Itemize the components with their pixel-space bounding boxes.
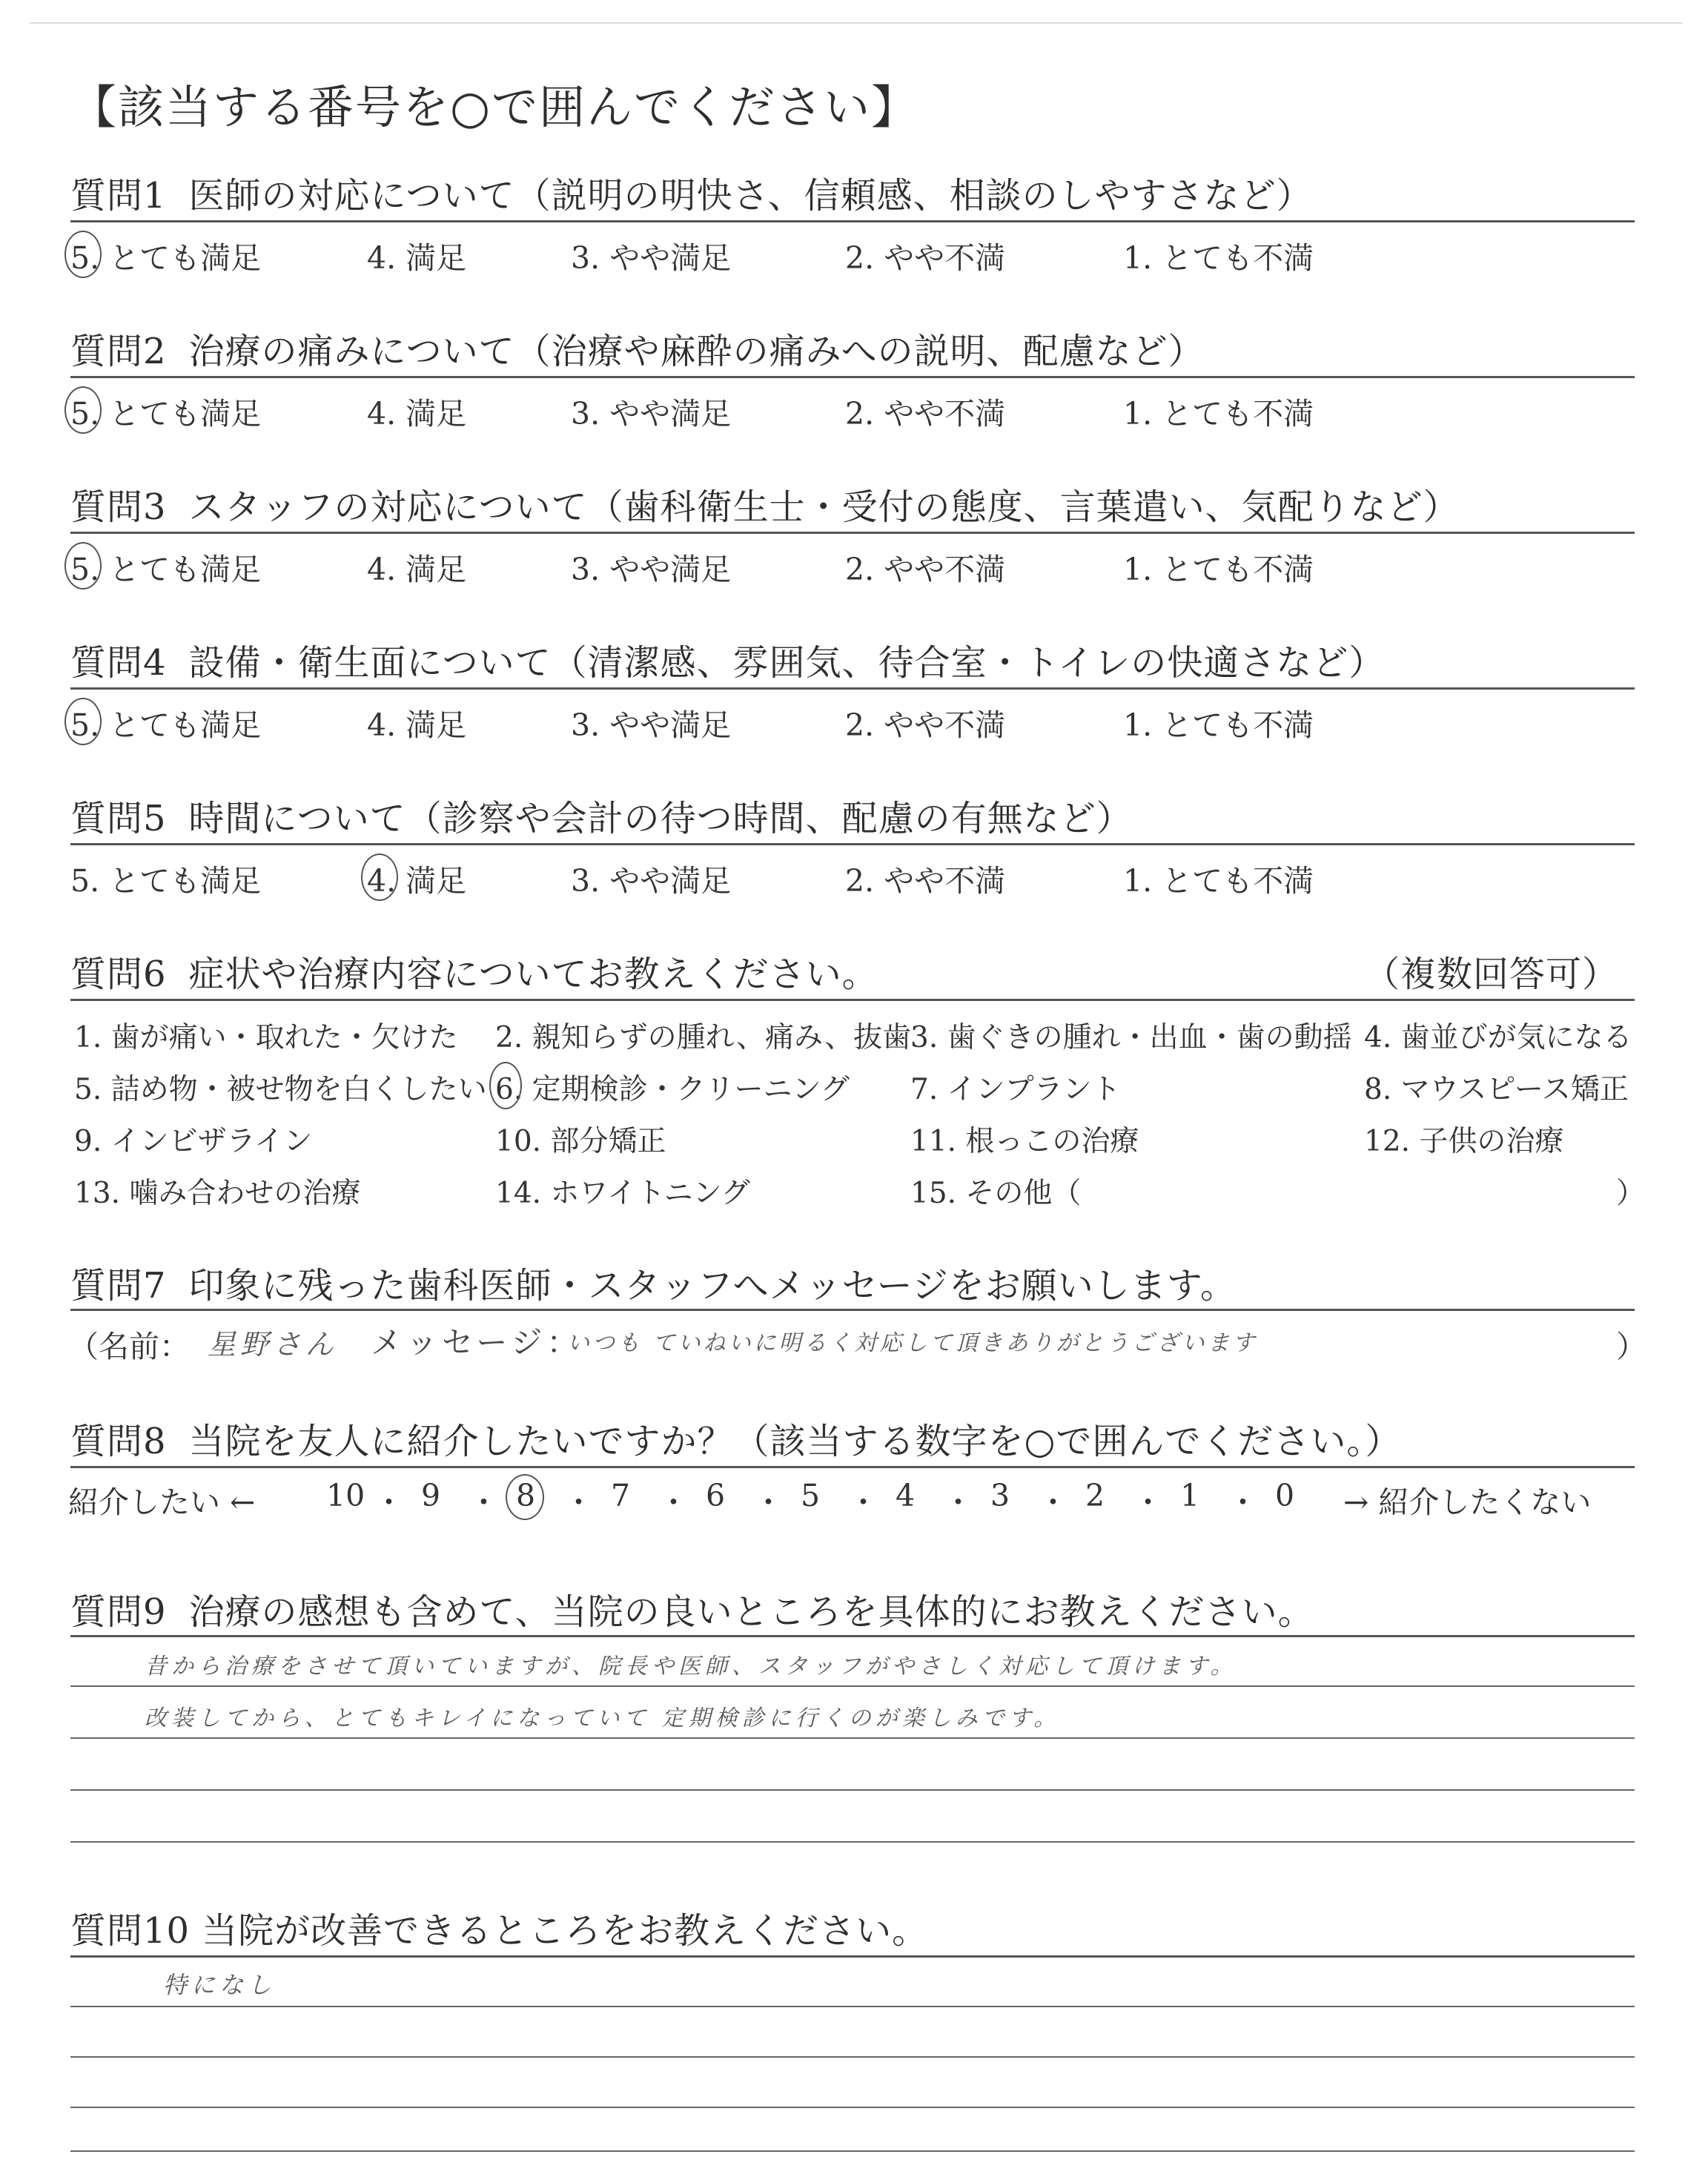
q6-text: 症状や治療内容についてお教えください。 — [188, 954, 878, 995]
q7-message-value: いつも ていねいに明るく対応して頂きありがとうございます — [567, 1330, 1258, 1356]
q5-option-1[interactable]: 1. とても不満 — [1123, 863, 1314, 899]
q8-heading — [70, 1413, 1401, 1464]
q3-label: 質問3 — [70, 486, 167, 528]
q2-option-4[interactable]: 4. 満足 — [367, 396, 467, 432]
q6-other-close: ） — [1616, 1177, 1646, 1210]
q6-item-15[interactable]: 15. その他（ — [910, 1177, 1082, 1210]
q9-heading — [70, 1583, 1314, 1634]
q6-item-6[interactable]: 6. 定期検診・クリーニング — [495, 1073, 850, 1106]
q8-scale-7[interactable]: 7 — [611, 1478, 631, 1513]
q8-scale-separator: ・ — [374, 1484, 404, 1520]
q9-line-2 — [70, 1737, 1635, 1739]
q6-item-11[interactable]: 11. 根っこの治療 — [910, 1125, 1139, 1158]
q8-scale-separator: ・ — [1133, 1484, 1163, 1520]
q7-rule — [70, 1309, 1635, 1311]
q10-answer-line-1: 特になし — [163, 1971, 277, 1999]
q2-option-3[interactable]: 3. やや満足 — [571, 396, 732, 432]
q8-scale-separator: ・ — [943, 1484, 973, 1520]
q2-text: 治療の痛みについて（治療や麻酔の痛みへの説明、配慮など） — [188, 331, 1205, 372]
q3-option-1[interactable]: 1. とても不満 — [1123, 552, 1314, 587]
q5-option-4[interactable]: 4. 満足 — [367, 863, 467, 899]
q8-text: 当院を友人に紹介したいですか？（該当する数字を○で囲んでください。） — [188, 1421, 1402, 1462]
q9-answer-line-1: 昔から治療をさせて頂いていますが、院長や医師、スタッフがやさしく対応して頂けます。 — [145, 1654, 1237, 1680]
q6-item-10[interactable]: 10. 部分矯正 — [495, 1125, 666, 1158]
q3-rule — [70, 532, 1635, 534]
q7-message-label: メッセージ： — [371, 1324, 583, 1361]
q8-scale-0[interactable]: 0 — [1275, 1478, 1295, 1513]
q4-label: 質問4 — [70, 642, 167, 684]
q8-scale-3[interactable]: 3 — [990, 1478, 1010, 1513]
q1-rule — [70, 220, 1635, 222]
q8-scale-separator: ・ — [848, 1484, 878, 1520]
q3-heading — [70, 478, 1460, 529]
q4-text: 設備・衛生面について（清潔感、雰囲気、待合室・トイレの快適さなど） — [188, 642, 1386, 684]
q2-option-1[interactable]: 1. とても不満 — [1123, 396, 1314, 432]
q6-item-13[interactable]: 13. 噛み合わせの治療 — [74, 1177, 361, 1210]
q1-option-3[interactable]: 3. やや満足 — [571, 240, 732, 276]
q7-label: 質問7 — [70, 1265, 167, 1307]
q6-selected-circle — [489, 1062, 522, 1109]
q6-heading — [70, 945, 878, 997]
q6-label: 質問6 — [70, 954, 167, 995]
q8-scale-separator: ・ — [753, 1484, 784, 1520]
q9-line-4 — [70, 1841, 1635, 1843]
q4-option-1[interactable]: 1. とても不満 — [1123, 707, 1314, 743]
q6-item-14[interactable]: 14. ホワイトニング — [495, 1177, 750, 1210]
q8-label: 質問8 — [70, 1421, 167, 1462]
q6-note: （複数回答可） — [1364, 954, 1619, 995]
q2-heading — [70, 323, 1205, 374]
q5-option-2[interactable]: 2. やや不満 — [845, 863, 1006, 899]
q8-scale-2[interactable]: 2 — [1085, 1478, 1105, 1513]
q5-heading — [70, 790, 1133, 841]
q8-left-label: 紹介したい ← — [68, 1484, 256, 1520]
q3-option-4[interactable]: 4. 満足 — [367, 552, 467, 587]
q4-option-3[interactable]: 3. やや満足 — [571, 707, 732, 743]
q8-scale-separator: ・ — [1038, 1484, 1068, 1520]
q4-rule — [70, 687, 1635, 690]
q6-item-12[interactable]: 12. 子供の治療 — [1364, 1125, 1564, 1158]
q3-text: スタッフの対応について（歯科衛生士・受付の態度、言葉遣い、気配りなど） — [188, 486, 1460, 528]
q4-heading — [70, 634, 1385, 685]
q10-text: 当院が改善できるところをお教えください。 — [202, 1910, 929, 1952]
q2-option-5[interactable]: 5. とても満足 — [70, 396, 262, 432]
q10-line-1 — [70, 2006, 1635, 2007]
q8-scale-9[interactable]: 9 — [421, 1478, 441, 1513]
q5-rule — [70, 843, 1635, 845]
q6-item-2[interactable]: 2. 親知らずの腫れ、痛み、抜歯 — [495, 1021, 912, 1054]
q1-option-1[interactable]: 1. とても不満 — [1123, 240, 1314, 276]
q6-item-1[interactable]: 1. 歯が痛い・取れた・欠けた — [74, 1021, 458, 1054]
q9-text: 治療の感想も含めて、当院の良いところを具体的にお教えください。 — [188, 1591, 1314, 1633]
q8-scale-separator: ・ — [469, 1484, 499, 1520]
q6-item-3[interactable]: 3. 歯ぐきの腫れ・出血・歯の動揺 — [910, 1021, 1352, 1054]
q9-label: 質問9 — [70, 1591, 167, 1633]
q6-item-8[interactable]: 8. マウスピース矯正 — [1364, 1073, 1629, 1106]
q5-label: 質問5 — [70, 798, 167, 839]
q9-line-1 — [70, 1685, 1635, 1687]
page-title: 【該当する番号を○で囲んでください】 — [70, 80, 919, 134]
q5-option-3[interactable]: 3. やや満足 — [571, 863, 732, 899]
q4-option-4[interactable]: 4. 満足 — [367, 707, 467, 743]
q4-selected-circle — [64, 698, 102, 745]
q8-scale-1[interactable]: 1 — [1180, 1478, 1200, 1513]
q8-right-label: → 紹介したくない — [1343, 1484, 1592, 1520]
q6-item-5[interactable]: 5. 詰め物・被せ物を白くしたい — [74, 1073, 487, 1106]
q5-text: 時間について（診察や会計の待つ時間、配慮の有無など） — [188, 798, 1133, 839]
q1-option-4[interactable]: 4. 満足 — [367, 240, 467, 276]
q10-label: 質問10 — [70, 1910, 191, 1952]
q4-option-2[interactable]: 2. やや不満 — [845, 707, 1006, 743]
q9-answer-line-2: 改装してから、とてもキレイになっていて 定期検診に行くのが楽しみです。 — [145, 1705, 1061, 1731]
q7-name-value: 星野さん — [208, 1328, 339, 1361]
q1-text: 医師の対応について（説明の明快さ、信頼感、相談のしやすさなど） — [188, 175, 1313, 217]
q8-scale-separator: ・ — [1228, 1484, 1258, 1520]
q8-scale-6[interactable]: 6 — [706, 1478, 726, 1513]
q10-line-3 — [70, 2107, 1635, 2108]
q8-rule — [70, 1466, 1635, 1468]
q6-rule — [70, 999, 1635, 1001]
q8-scale-4[interactable]: 4 — [896, 1478, 916, 1513]
q10-line-2 — [70, 2056, 1635, 2058]
q8-scale-8[interactable]: 8 — [516, 1478, 536, 1513]
q7-text: 印象に残った歯科医師・スタッフへメッセージをお願いします。 — [188, 1265, 1237, 1307]
q1-heading — [70, 167, 1313, 218]
scan-edge-line — [30, 22, 1683, 24]
q3-option-5[interactable]: 5. とても満足 — [70, 552, 262, 587]
q2-option-2[interactable]: 2. やや不満 — [845, 396, 1006, 432]
q6-item-4[interactable]: 4. 歯並びが気になる — [1364, 1021, 1632, 1054]
q1-option-2[interactable]: 2. やや不満 — [845, 240, 1006, 276]
q8-scale-separator: ・ — [563, 1484, 594, 1520]
q7-name-label: （名前： — [68, 1329, 190, 1364]
q9-rule — [70, 1635, 1635, 1637]
q8-scale-10[interactable]: 10 — [326, 1478, 365, 1513]
q2-label: 質問2 — [70, 331, 167, 372]
q3-selected-circle — [64, 542, 102, 589]
q2-selected-circle — [64, 386, 102, 434]
q7-close: ） — [1616, 1329, 1646, 1364]
q8-scale-5[interactable]: 5 — [801, 1478, 821, 1513]
q5-selected-circle — [361, 853, 398, 901]
q8-selected-circle — [506, 1474, 544, 1520]
q7-heading — [70, 1257, 1237, 1308]
q10-heading — [70, 1902, 928, 1953]
q9-line-3 — [70, 1789, 1635, 1791]
q1-selected-circle — [64, 231, 102, 278]
q8-scale-separator: ・ — [658, 1484, 689, 1520]
q10-line-4 — [70, 2150, 1635, 2152]
q3-option-2[interactable]: 2. やや不満 — [845, 552, 1006, 587]
q6-item-7[interactable]: 7. インプラント — [910, 1073, 1121, 1106]
q6-item-9[interactable]: 9. インビザライン — [74, 1125, 313, 1158]
q1-option-5[interactable]: 5. とても満足 — [70, 240, 262, 276]
q10-rule — [70, 1955, 1635, 1958]
q2-rule — [70, 376, 1635, 378]
q1-label: 質問1 — [70, 175, 167, 217]
q4-option-5[interactable]: 5. とても満足 — [70, 707, 262, 743]
q3-option-3[interactable]: 3. やや満足 — [571, 552, 732, 587]
q5-option-5[interactable]: 5. とても満足 — [70, 863, 262, 899]
